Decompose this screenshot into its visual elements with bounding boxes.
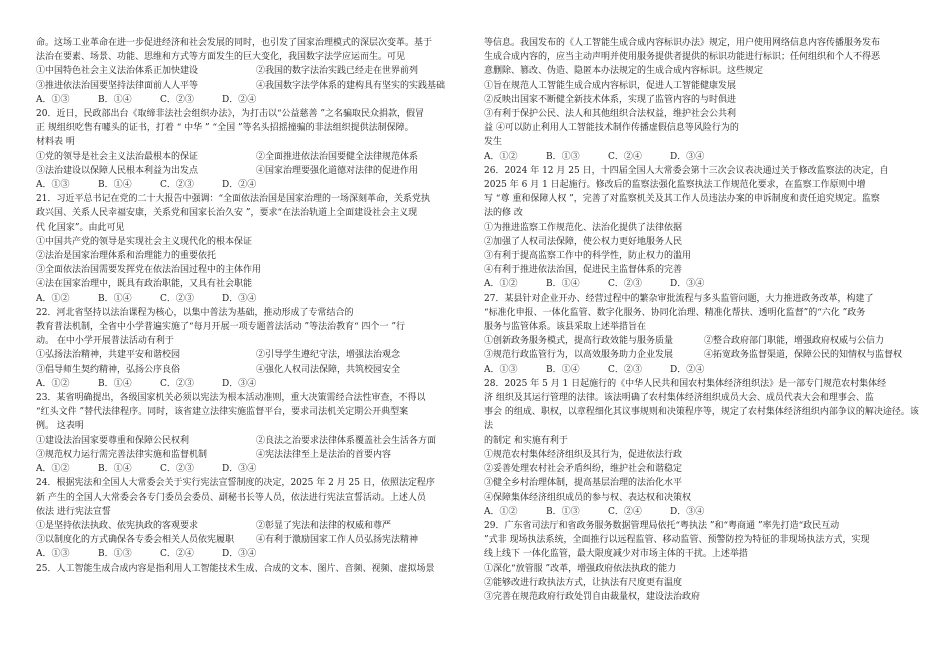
answer-choices-row	[36, 377, 476, 391]
text-line: 24．根据宪法和全国人大常委会关于实行宪法宣誓制度的决定，2025 年 2 月 25 日，依照法定程序	[36, 478, 435, 489]
answer-choice: C．②③	[160, 180, 194, 191]
text-line: ②法治是国家治理体系和治理能力的重要依托	[36, 251, 217, 262]
answer-choice: A．①②	[484, 151, 518, 162]
statement-option: ②全面推进依法治国要健全法律规范体系	[256, 151, 419, 162]
answer-choice: D．②④	[222, 94, 257, 105]
answer-choice: D．②④	[670, 364, 705, 375]
text-line: 代 化国家”。由此可见	[36, 222, 125, 233]
answer-choices-row	[36, 178, 476, 192]
text-line: 法的修 改	[484, 208, 523, 219]
text-line: 29．广东省司法厅和省政务服务数据管理局依托“粤执法 ”和“粤商通 ”率先打造“政民互动	[484, 520, 840, 531]
text-line: 政兴国、关系人民幸福安康，关系党和国家长治久安 ”，要求“在法治轨道上全面建设社会主义现	[36, 208, 418, 219]
answer-choice: D．③④	[670, 506, 705, 517]
answer-choice: C．②④	[608, 506, 642, 517]
text-line: 命。这场工业革命在进一步促进经济和社会发展的同时，也引发了国家治理模式的深层次变革。基于	[36, 38, 433, 48]
statement-option: ④有利于激励国家工作人员弘扬宪法精神	[256, 535, 419, 546]
answer-choice: A．①③	[36, 94, 70, 105]
statement-option: ③倡导师生契约精神，弘扬公序良俗	[36, 364, 181, 375]
option-pair-row	[36, 363, 476, 377]
statement-option: ①创新政务服务模式，提高行政效能与服务质量	[484, 336, 674, 347]
answer-choice: C．②③	[160, 378, 194, 389]
text-line: 意删除、篡改、伪造、隐匿本办法规定的生成合成内容标识。这些规定	[484, 66, 764, 77]
text-line: ③有利于保护公民、法人和其他组织合法权益，维护社会公共利	[484, 109, 737, 120]
text-line: 依法 进行宪法宣誓	[36, 506, 111, 517]
text-line: 28．2025 年 5 月 1 日起施行的《中华人民共和国农村集体经济组织法》是一部专门规范农村集体经	[484, 378, 887, 389]
answer-choices-row	[36, 292, 476, 306]
text-line: ②能够改进行政执法方式，让执法有尺度更有温度	[484, 577, 683, 588]
answer-choice: A．①②	[484, 506, 518, 517]
option-pair-row	[36, 150, 476, 164]
answer-choice: C．②④	[160, 549, 194, 560]
text-line: 20．近日，民政部出台《取缔非法社会组织办法》，为打击以“公益慈善 ”之名骗取民众捐款，假冒	[36, 109, 425, 120]
answer-choice: B．①④	[98, 293, 132, 304]
answer-choice: D．③④	[670, 151, 705, 162]
left-column	[36, 36, 476, 576]
answer-choice: B．①④	[546, 279, 580, 290]
answer-choice: C．②③	[608, 279, 642, 290]
answer-choice: B．①④	[546, 364, 580, 375]
text-line: “标准化申报、一体化监管、数字化服务、协同化治理、精准化帮扶、透明化监督”的“六化 ”政务	[484, 307, 866, 318]
option-pair-row	[36, 434, 476, 448]
statement-option: ③以制度化的方式确保各专委会相关人员依宪履职	[36, 535, 235, 546]
text-line: 25．人工智能生成合成内容是指利用人工智能技术生成、合成的文本、图片、音频、视频、虚拟场景	[36, 563, 435, 574]
text-line: ②反映出国家不断健全新技术体系，实现了监管内容的与时俱进	[484, 94, 737, 105]
option-pair-row	[484, 348, 924, 362]
answer-choice: D．③④	[670, 279, 705, 290]
text-line: 27．某县针对企业开办、经营过程中的繁杂审批流程与多头监管问题，大力推进政务改革，构建了	[484, 293, 874, 304]
answer-choice: C．②③	[160, 94, 194, 105]
statement-option: ②我国的数字法治实践已经走在世界前列	[256, 66, 419, 77]
answer-choice: A．①②	[36, 464, 70, 475]
statement-option: ①中国特色社会主义法治体系正加快建设	[36, 66, 199, 77]
text-line: “红头文件 ”替代法律程序。同时，该省建立法律实施监督平台，要求司法机关定期公开典型案	[36, 407, 409, 418]
answer-choice: A．①③	[36, 549, 70, 560]
text-line: ④有利于推进依法治国，促进民主监督体系的完善	[484, 265, 683, 276]
statement-option: ①党的领导是社会主义法治最根本的保证	[36, 151, 199, 162]
text-line: 线上线下 一体化监管，最大限度减少对市场主体的干扰。上述举措	[484, 549, 748, 560]
text-line: 材料表 明	[36, 137, 75, 148]
text-line: ③健全乡村治理体制，提高基层治理的法治化水平	[484, 478, 683, 489]
answer-choice: D．③④	[222, 464, 257, 475]
statement-option: ③法治建设以保障人民根本利益为出发点	[36, 165, 199, 176]
statement-option: ②彰显了宪法和法律的权威和尊严	[256, 520, 392, 531]
text-line: 23．某省明确提出，各级国家机关必须以宪法为根本活动准则，重大决策需经合法性审查，不得以	[36, 393, 426, 404]
statement-option: ②整合政府部门职能，增强政府权威与公信力	[704, 336, 885, 347]
text-line: 教育普法机制，全省中小学普遍实施了“每月开展一项专题普法活动 ”等法治教育“ 四个一 ”行	[36, 322, 405, 333]
statement-option: ①弘扬法治精神，共建平安和谐校园	[36, 350, 181, 361]
statement-option: ④强化人权司法保障，共筑校园安全	[256, 364, 401, 375]
statement-option: ③规范行政监管行为，以高效服务助力企业发展	[484, 350, 674, 361]
option-pair-row	[36, 448, 476, 462]
answer-choice: D．③④	[222, 293, 257, 304]
answer-choice: D．②④	[222, 180, 257, 191]
answer-choice: A．①②	[484, 279, 518, 290]
text-line: 21．习近平总书记在党的二十大报告中强调：“全面依法治国是国家治理的一场深刻革命，关系党执	[36, 194, 431, 205]
answer-choices-row	[484, 277, 924, 291]
option-pair-row	[36, 79, 476, 93]
answer-choice: C．②④	[608, 151, 642, 162]
answer-choice: B．①④	[98, 94, 132, 105]
statement-option: ②引导学生遵纪守法，增强法治观念	[256, 350, 401, 361]
option-pair-row	[484, 334, 924, 348]
text-line: ②加强了人权司法保障，使公权力更好地服务人民	[484, 236, 683, 247]
text-line: ”式非 现场执法系统，全面推行以远程监管、移动监管、预警防控为特征的非现场执法方式，实现	[484, 535, 870, 546]
text-line: ④保障集体经济组织成员的参与权、表达权和决策权	[484, 492, 692, 503]
answer-choice: B．①④	[98, 180, 132, 191]
text-line: 法治在要素、场景、功能、思维和方式等方面发生的巨大变化，我国数字法学应运而生。可见	[36, 52, 406, 63]
text-line: 发生	[484, 137, 503, 148]
statement-option: ③推进依法治国要坚持法律面前人人平等	[36, 80, 199, 91]
answer-choice: B．①③	[546, 151, 580, 162]
answer-choice: B．①④	[98, 378, 132, 389]
answer-choice: B．①④	[98, 464, 132, 475]
text-line: 的制定 和实施有利于	[484, 435, 568, 446]
answer-choices-row	[484, 150, 924, 164]
text-line: ③全面依法治国需要发挥党在依法治国过程中的主体作用	[36, 265, 262, 276]
statement-option: ②良法之治要求法律体系覆盖社会生活各方面	[256, 435, 437, 446]
text-line: 服务与监管体系。该县采取上述举措旨在	[484, 322, 647, 333]
text-line: ①深化“放管服 ”改革，增强政府依法执政的能力	[484, 563, 677, 574]
answer-choice: A．①②	[36, 293, 70, 304]
text-line: 动。 在中小学开展普法活动有利于	[36, 336, 174, 347]
statement-option: ③规范权力运行需完善法律实施和监督机制	[36, 449, 208, 460]
statement-option: ④宪法法律至上是法治的首要内容	[256, 449, 392, 460]
statement-option: ①是坚持依法执政、依宪执政的客观要求	[36, 520, 199, 531]
answer-choice: D．③④	[222, 378, 257, 389]
option-pair-row	[36, 533, 476, 547]
text-line: 2025 年 6 月 1 日起施行。修改后的监察法强化监察执法工作规范化要求，在监察工作原则中增	[484, 180, 866, 191]
answer-choice: B．①③	[546, 506, 580, 517]
answer-choice: A．①②	[36, 378, 70, 389]
text-line: ①旨在规范人工智能生成合成内容标识，促进人工智能健康发展	[484, 80, 737, 91]
text-line: 22．河北省坚持以法治课程为核心，以集中普法为基础，推动形成了专常结合的	[36, 307, 354, 318]
statement-option: ④国家治理要强化道德对法律的促进作用	[256, 165, 419, 176]
text-line: 正 规组织吃售有噱头的证书，打着 “ 中华 ” “全国 ”等名头招摇撞骗的非法组织提供法制保障。	[36, 123, 414, 134]
answer-choices-row	[36, 93, 476, 107]
text-line: 事会 的组成、职权，以章程细化其议事规则和决策程序等，规定了农村集体经济组织内部争议的解决途径。该法	[484, 407, 919, 432]
statement-option: ①建设法治国家要尊重和保障公民权利	[36, 435, 190, 446]
answer-choices-row	[36, 462, 476, 476]
right-column	[484, 36, 924, 604]
answer-choice: B．①③	[98, 549, 132, 560]
text-line: 济 组织及其运行管理的法律。该法明确了农村集体经济组织成员大会、成员代表大会和理事会、监	[484, 393, 874, 404]
text-line: 生成合成内容的，应当主动声明并使用服务提供者提供的标识功能进行标识；任何组织和个人不得恶	[484, 52, 881, 63]
text-line: 26．2024 年 12 月 25 日，十四届全国人大常委会第十三次会议表决通过关于修改监察法的决定，自	[484, 165, 889, 176]
answer-choice: D．③④	[222, 549, 257, 560]
answer-choices-row	[484, 505, 924, 519]
statement-option: ④我国数字法学体系的建构具有坚实的实践基础	[256, 80, 446, 91]
option-pair-row	[36, 519, 476, 533]
text-line: 例。 这表明	[36, 421, 84, 432]
text-line: ③完善在规范政府行政处罚自由裁量权，建设法治政府	[484, 591, 701, 602]
text-line: ②妥善处理农村社会矛盾纠纷，维护社会和谐稳定	[484, 464, 683, 475]
statement-option: ④拓宽政务监督渠道，保障公民的知情权与监督权	[704, 350, 903, 361]
answer-choice: C．②③	[160, 464, 194, 475]
text-line: ①为推进监察工作规范化、法治化提供了法律依据	[484, 222, 683, 233]
answer-choices-row	[36, 547, 476, 561]
text-line: 写 “尊 重和保障人权 ”，完善了对监察机关及其工作人员违法办案的申诉制度和责任追究规定。监察	[484, 194, 880, 205]
option-pair-row	[36, 64, 476, 78]
answer-choices-row	[484, 363, 924, 377]
answer-choice: A．①③	[36, 180, 70, 191]
text-line: 新 产生的全国人大常委会各专门委员会委员、副秘书长等人员，依法进行宪法宣誓活动。上述人员	[36, 492, 426, 503]
text-line: ①中国共产党的领导是实现社会主义现代化的根本保证	[36, 236, 253, 247]
text-line: 等信息。我国发布的《人工智能生成合成内容标识办法》规定，用户使用网络信息内容传播服务发布	[484, 38, 881, 48]
answer-choice: C．②③	[608, 364, 642, 375]
answer-choice: C．②③	[160, 293, 194, 304]
text-line: 益 ④可以防止利用人工智能技术制作传播虚假信息等风险行为的	[484, 123, 739, 134]
text-line: ③有利于提高监察工作中的科学性，防止权力的滥用	[484, 251, 692, 262]
option-pair-row	[36, 348, 476, 362]
text-line: ①规范农村集体经济组织及其行为，促进依法行政	[484, 449, 683, 460]
text-line: ④法在国家治理中，既具有政治职能，又具有社会职能	[36, 279, 253, 290]
option-pair-row	[36, 164, 476, 178]
answer-choice: A．①③	[484, 364, 518, 375]
